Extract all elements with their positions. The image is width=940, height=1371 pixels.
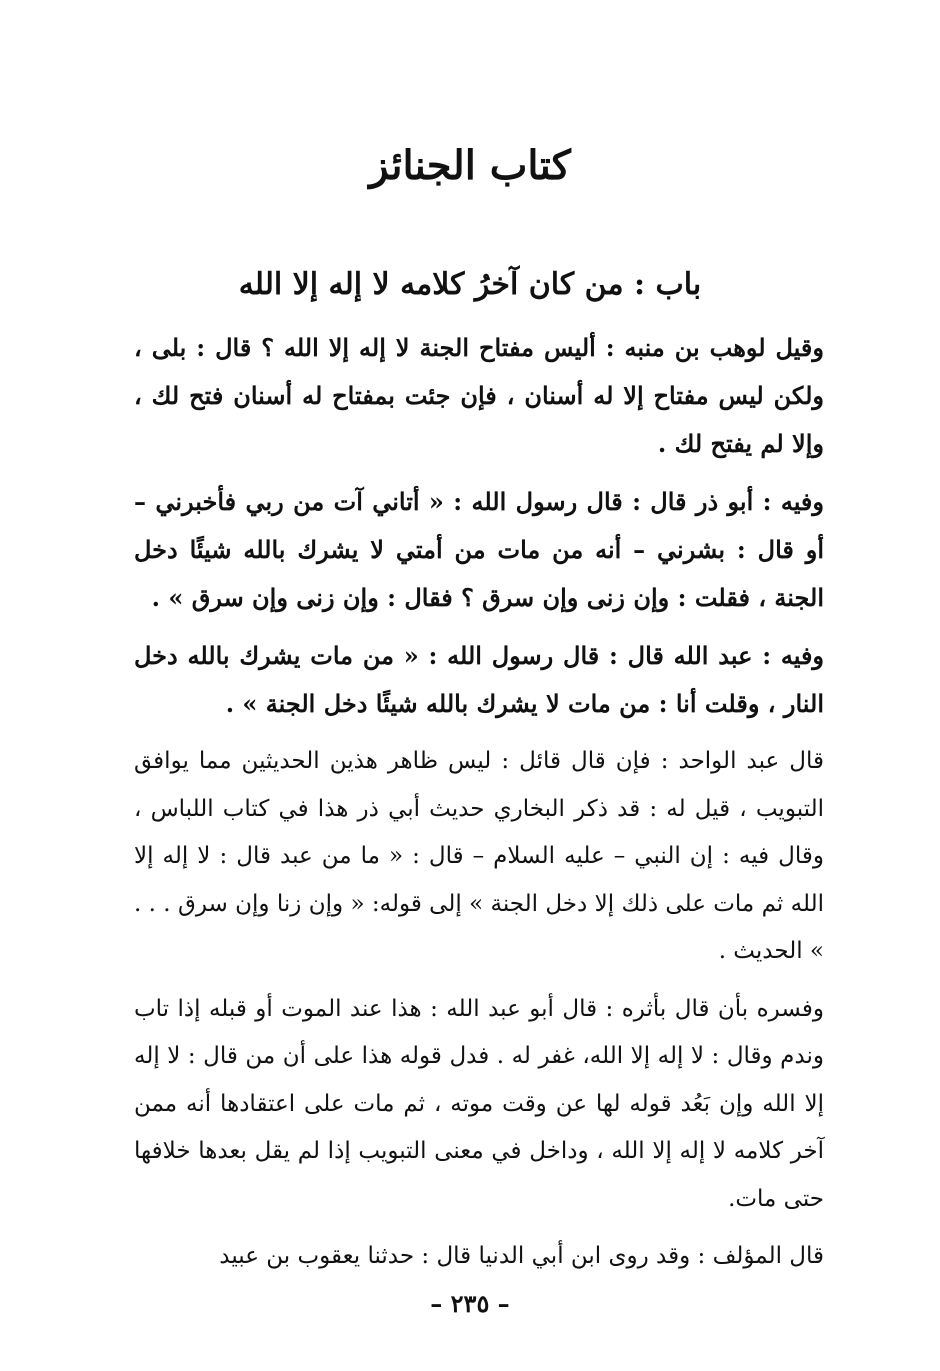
paragraph-abu-dharr: وفيه : أبو ذر قال : قال رسول الله : « أتاني آت من ربي فأخبرني – أو قال : بشرني – أنه من مات من أمتي لا يشرك بالله شيئًا دخل الجنة ، فقلت : وإن زنى وإن سرق ؟ فقال : وإن زنى وإن سرق » . [134, 487, 824, 612]
text-body [134, 324, 824, 1291]
chapter-title: باب : من كان آخرُ كلامه لا إله إلا الله [238, 267, 702, 302]
paragraph-abd-al-wahid: قال عبد الواحد : فإن قال قائل : ليس ظاهر هذين الحديثين مما يوافق التبويب ، قيل له : قد ذكر البخاري حديث أبي ذر هذا في كتاب اللباس ، وقال فيه : إن النبي – عليه السلام – قال : « ما من عبد قال : لا إله إلا الله ثم مات على ذلك إلا دخل الجنة » إلى قوله: « وإن زنا وإن سرق . . . » الحديث . [134, 748, 824, 964]
paragraph-tafsir: وفسره بأن قال بأثره : قال أبو عبد الله : هذا عند الموت أو قبله إذا تاب وندم وقال : لا إله إلا الله، غفر له . فدل قوله هذا على أن من قال : لا إله إلا الله وإن بَعُد قوله لها عن وقت موته ، ثم مات على اعتقادها أنه ممن آخر كلامه لا إله إلا الله ، وداخل في معنى التبويب إذا لم يقل بعدها خلافها حتى مات. [134, 995, 824, 1212]
paragraph-abdullah: وفيه : عبد الله قال : قال رسول الله : « من مات يشرك بالله دخل النار ، وقلت أنا : من مات لا يشرك بالله شيئًا دخل الجنة » . [134, 641, 824, 718]
page-number: – ٢٣٥ – [430, 1289, 510, 1318]
paragraph-author: قال المؤلف : وقد روى ابن أبي الدنيا قال : حدثنا يعقوب بن عبيد [219, 1243, 824, 1269]
book-title: كتاب الجنائز [369, 142, 571, 189]
paragraph-wahb: وقيل لوهب بن منبه : أليس مفتاح الجنة لا إله إلا الله ؟ قال : بلى ، ولكن ليس مفتاح إلا له أسنان ، فإن جئت بمفتاح له أسنان فتح لك ، وإلا لم يفتح لك . [134, 333, 824, 458]
